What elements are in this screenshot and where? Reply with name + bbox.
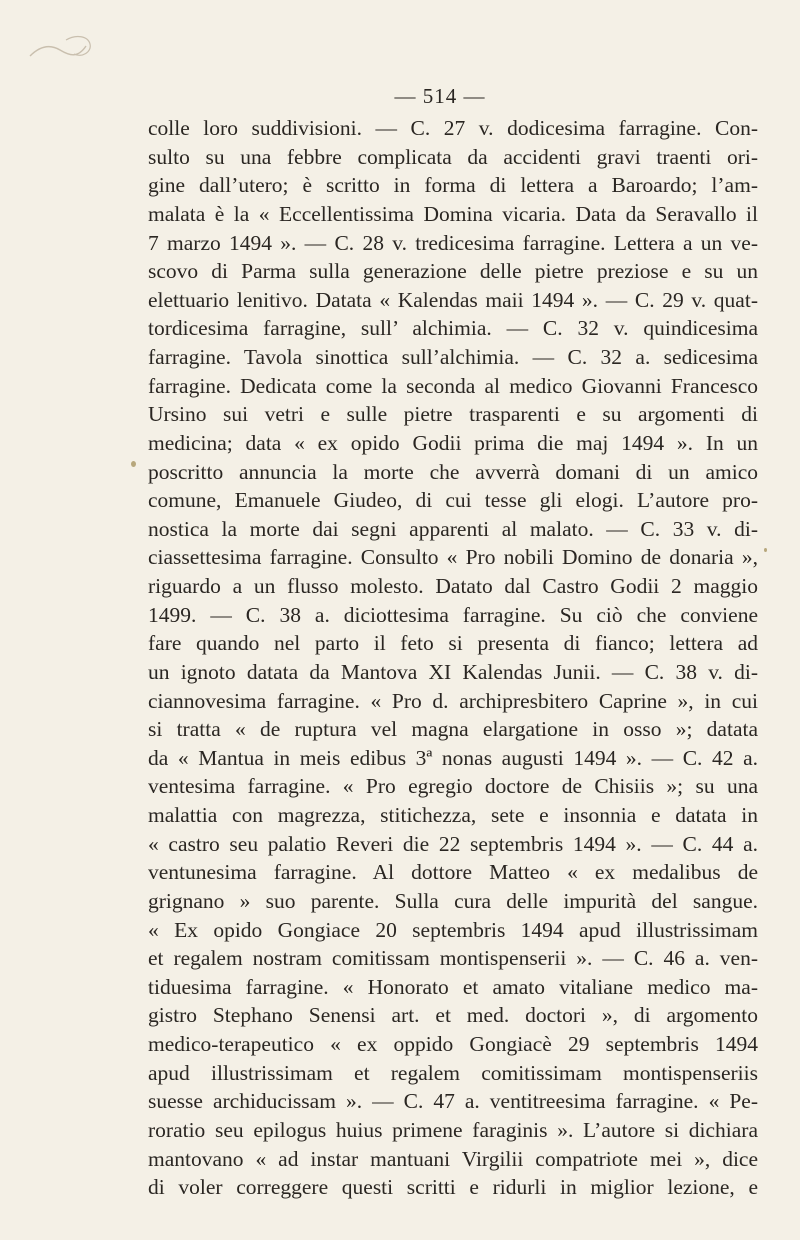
text-line: et regalem nostram comitissam montispenserii ». — C. 46 a. ven-	[148, 946, 758, 971]
text-line: 1499. — C. 38 a. diciottesima farragine. Su ciò che conviene	[148, 602, 758, 627]
text-line: comune, Emanuele Giudeo, di cui tesse gli elogi. L’autore pro-	[148, 488, 758, 513]
text-line: gine dall’utero; è scritto in forma di lettera a Baroardo; l’am-	[148, 173, 758, 198]
text-line: sulto su una febbre complicata da accidenti gravi traenti ori-	[148, 144, 758, 169]
text-line: medicina; data « ex opido Godii prima die maj 1494 ». In un	[148, 430, 758, 455]
text-line: Ursino sui vetri e sulle pietre trasparenti e su argomenti di	[148, 402, 758, 427]
text-line: gistro Stephano Senensi art. et med. doctori », di argomento	[148, 1003, 758, 1028]
text-line: un ignoto datata da Mantova XI Kalendas Junii. — C. 38 v. di-	[148, 659, 758, 684]
text-line: tordicesima farragine, sull’ alchimia. — C. 32 v. quindicesima	[148, 316, 758, 341]
page-number: — 514 —	[394, 84, 486, 108]
margin-dot-mark	[131, 461, 136, 467]
text-line: scovo di Parma sulla generazione delle pietre preziose e su un	[148, 259, 758, 284]
text-line: di voler correggere questi scritti e ridurli in miglior lezione, e	[148, 1175, 758, 1200]
text-line: medico-terapeutico « ex oppido Gongiacè 29 septembris 1494	[148, 1032, 758, 1056]
text-line: ventesima farragine. « Pro egregio doctore de Chisiis »; su una	[148, 774, 758, 799]
text-line: farragine. Tavola sinottica sull’alchimia. — C. 32 a. sedicesima	[148, 345, 758, 369]
text-line: ventunesima farragine. Al dottore Matteo « ex medalibus de	[148, 860, 758, 885]
text-line: da « Mantua in meis edibus 3ª nonas augusti 1494 ». — C. 42 a.	[148, 745, 758, 770]
text-line: 7 marzo 1494 ». — C. 28 v. tredicesima farragine. Lettera a un ve-	[148, 230, 758, 255]
text-line: suesse archiducissam ». — C. 47 a. ventitreesima farragine. « Pe-	[148, 1089, 758, 1114]
library-stamp-mark	[26, 28, 96, 68]
text-line: riguardo a un flusso molesto. Datato dal Castro Godii 2 maggio	[148, 574, 758, 598]
margin-dot-mark	[764, 548, 767, 552]
body-text	[148, 114, 758, 1202]
text-line: mantovano « ad instar mantuani Virgilii compatriote mei », dice	[148, 1146, 758, 1171]
text-line: poscritto annuncia la morte che avverrà domani di un amico	[148, 459, 758, 484]
text-line: « Ex opido Gongiace 20 septembris 1494 apud illustrissimam	[148, 917, 758, 942]
text-line: ciannovesima farragine. « Pro d. archipresbitero Caprine », in cui	[148, 688, 758, 713]
text-line: fare quando nel parto il feto si presenta di fianco; lettera ad	[148, 631, 758, 656]
text-line: ciassettesima farragine. Consulto « Pro nobili Domino de donaria »,	[148, 545, 758, 570]
text-line: elettuario lenitivo. Datata « Kalendas maii 1494 ». — C. 29 v. quat-	[148, 287, 758, 312]
text-line: nostica la morte dai segni apparenti al malato. — C. 33 v. di-	[148, 516, 758, 541]
text-line: colle loro suddivisioni. — C. 27 v. dodicesima farragine. Con-	[148, 116, 758, 140]
text-line: « castro seu palatio Reveri die 22 septembris 1494 ». — C. 44 a.	[148, 831, 758, 856]
text-line: si tratta « de ruptura vel magna elargatione in osso »; datata	[148, 717, 758, 742]
text-line: roratio seu epilogus huius primene faraginis ». L’autore si dichiara	[148, 1117, 758, 1142]
text-line: grignano » suo parente. Sulla cura delle impurità del sangue.	[148, 888, 758, 913]
text-line: tiduesima farragine. « Honorato et amato vitaliane medico ma-	[148, 974, 758, 999]
text-line: farragine. Dedicata come la seconda al medico Giovanni Francesco	[148, 373, 758, 398]
text-line: malattia con magrezza, stitichezza, sete e insonnia e datata in	[148, 803, 758, 827]
text-line: malata è la « Eccellentissima Domina vicaria. Data da Seravallo il	[148, 201, 758, 226]
text-line: apud illustrissimam et regalem comitissimam montispenseriis	[148, 1060, 758, 1085]
